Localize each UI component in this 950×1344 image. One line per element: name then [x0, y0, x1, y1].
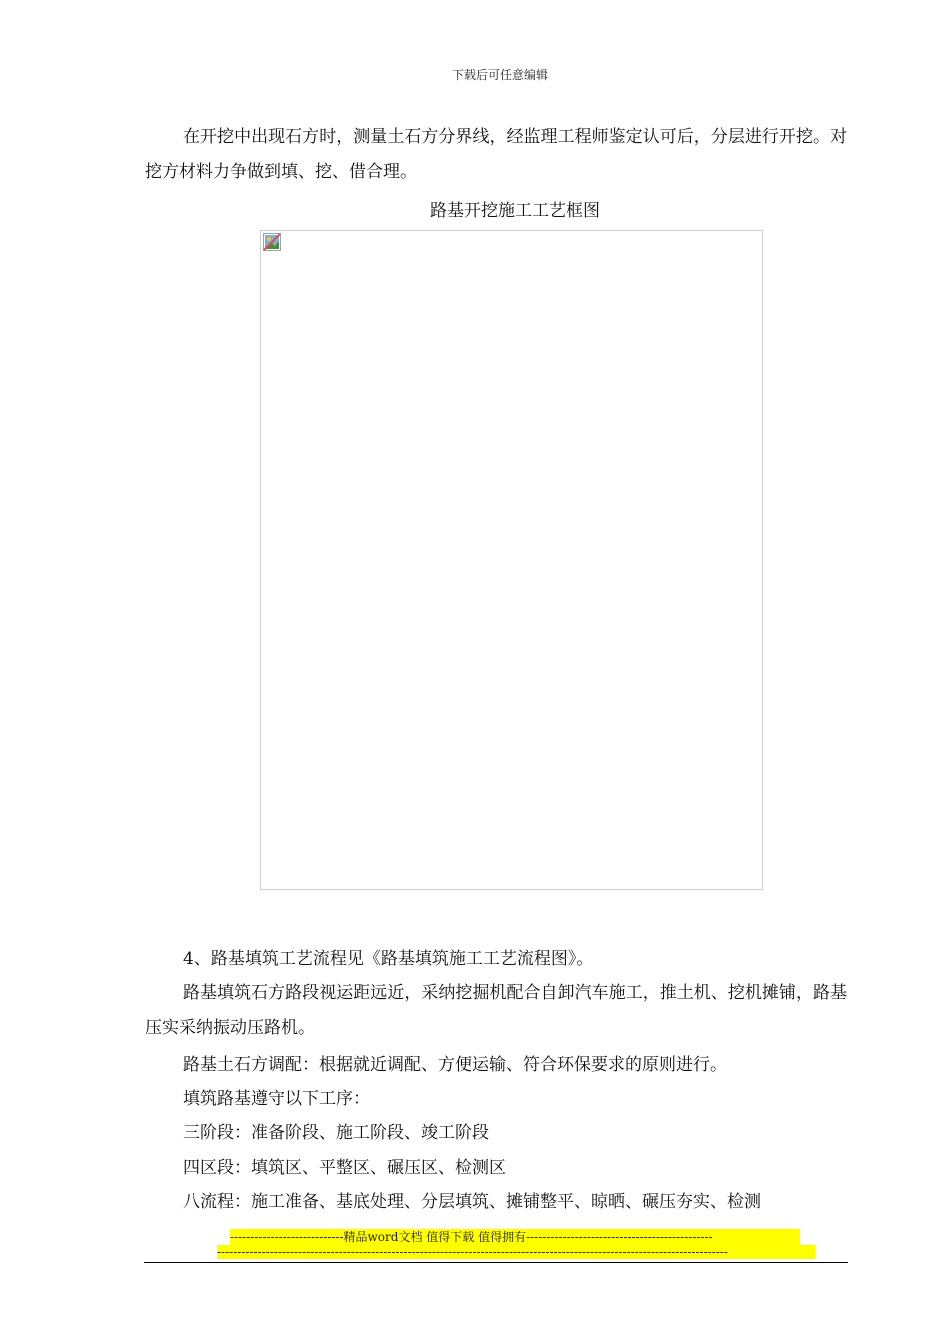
footer-banner-top: ----------------------------精品word文档 值得下载 值得拥有---------------------------------------------- [230, 1229, 800, 1245]
broken-image-icon [263, 233, 281, 251]
line-eight-processes: 八流程：施工准备、基底处理、分层填筑、摊铺整平、晾晒、碾压夯实、检测 [183, 1192, 761, 1212]
line-procedure-intro: 填筑路基遵守以下工序： [183, 1089, 370, 1109]
paragraph-excavation: 在开挖中出现石方时，测量土石方分界线，经监理工程师鉴定认可后，分层进行开挖。对挖方材料力争做到填、挖、借合理。 [145, 127, 847, 182]
header-note: 下载后可任意编辑 [451, 68, 548, 82]
line-earthwork-allocation: 路基土石方调配：根据就近调配、方便运输、符合环保要求的原则进行。 [183, 1055, 727, 1075]
line-four-zones: 四区段：填筑区、平整区、碾压区、检测区 [183, 1158, 506, 1178]
section-line-fill-process: 4、路基填筑工艺流程见《路基填筑施工工艺流程图》。 [183, 949, 594, 969]
figure-caption: 路基开挖施工工艺框图 [430, 201, 600, 221]
footer-rule [144, 1262, 848, 1263]
line-three-stages: 三阶段：准备阶段、施工阶段、竣工阶段 [183, 1123, 489, 1143]
figure-placeholder [260, 230, 763, 890]
footer-banner-bottom: ------------------------------------------------------------------------------------------------------------------------------ [217, 1245, 815, 1259]
paragraph-fill-method: 路基填筑石方路段视运距远近，采纳挖掘机配合自卸汽车施工，推土机、挖机摊铺，路基压实采纳振动压路机。 [145, 983, 847, 1038]
